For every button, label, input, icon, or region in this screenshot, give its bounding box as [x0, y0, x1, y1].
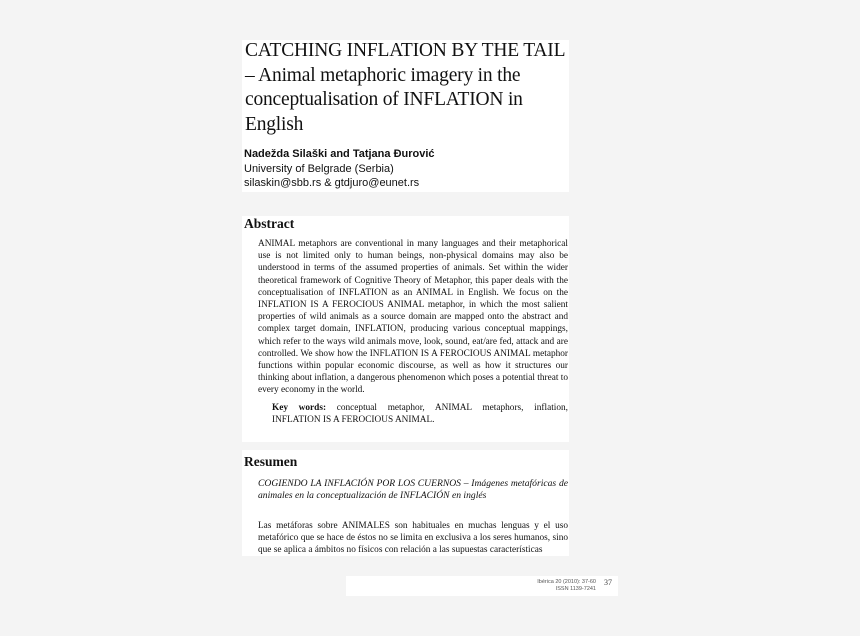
- author-block: [244, 147, 435, 191]
- keywords-label: Key words:: [272, 403, 327, 413]
- journal-issn: ISSN 1139-7241: [555, 586, 596, 592]
- page-footer: [346, 576, 618, 596]
- author-names: Nadežda Silaški and Tatjana Đurović: [244, 148, 435, 160]
- abstract-heading: Abstract: [244, 216, 295, 231]
- journal-citation: Ibérica 20 (2010): 37-60: [537, 579, 596, 585]
- resumen-heading: Resumen: [244, 454, 298, 469]
- journal-reference: [537, 579, 596, 593]
- abstract-section: [242, 216, 569, 442]
- resumen-title: COGIENDO LA INFLACIÓN POR LOS CUERNOS – Imágenes metafóricas de animales en la conceptualización de INFLACIÓN en inglés: [258, 478, 568, 502]
- abstract-text: ANIMAL metaphors are conventional in many languages and their metaphorical use is not limited only to human beings, non-physical domains may also be understood in terms of the assumed properties of animals. Set within the wider theoretical framework of Cognitive Theory of Metaphor, this paper deals with the conceptualisation of INFLATION as an ANIMAL in English. We focus on the INFLATION IS A FEROCIOUS ANIMAL metaphor, in which the most salient properties of wild animals as a source domain are mapped onto the abstract and complex target domain, INFLATION, producing various conceptual mappings, which refer to the ways wild animals move, look, sound, eat/are fed, attack and are controlled. We show how the INFLATION IS A FEROCIOUS ANIMAL metaphor functions within popular economic discourse, as well as how it structures our thinking about inflation, a dangerous phenomenon which poses a potential threat to every economy in the world.: [258, 239, 568, 396]
- affiliation: University of Belgrade (Serbia): [244, 162, 394, 175]
- author-emails: silaskin@sbb.rs & gtdjuro@eunet.rs: [244, 177, 420, 189]
- resumen-section: [242, 450, 569, 556]
- paper-title: CATCHING INFLATION BY THE TAIL – Animal metaphoric imagery in the conceptualisation of INFLATION in English: [245, 40, 565, 135]
- keywords-list: conceptual metaphor, ANIMAL metaphors, inflation, INFLATION IS A FEROCIOUS ANIMAL.: [272, 403, 568, 426]
- page-number: 37: [604, 578, 612, 587]
- title-block: [242, 40, 569, 192]
- resumen-text: Las metáforas sobre ANIMALES son habituales en muchas lenguas y el uso metafórico que se hace de éstos no se limita en exclusiva a los seres humanos, sino que se aplica a ámbitos no físicos con relación a las supuestas características: [258, 521, 568, 556]
- keywords: [272, 402, 568, 426]
